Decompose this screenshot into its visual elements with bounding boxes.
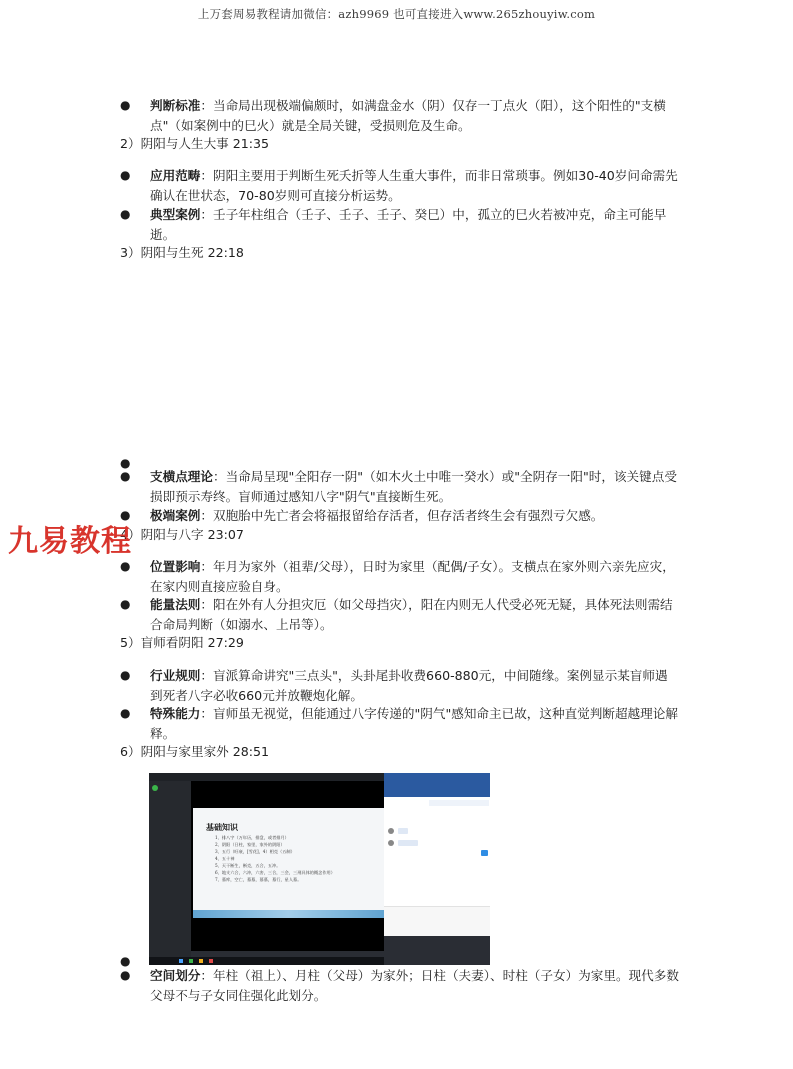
bullet-special-ability [120,704,680,743]
chat-bubble [398,840,418,846]
bullet-dot: ● [120,469,131,483]
bullet-text: ：当命局出现极端偏颇时，如满盘金水（阴）仅存一丁点火（阳），这个阳性的"支横点"（如案例中的巳火）就是全局关键，受损则危及生命。 [150,98,666,133]
avatar [152,785,158,791]
slide-item: 4、五十神 [215,856,235,861]
bullet-text: ：年月为家外（祖辈/父母），日时为家里（配偶/子女）。支横点在家外则六亲先应灾，在家内则直接应验自身。 [150,559,675,594]
bullet-text: ：年柱（祖上）、月柱（父母）为家外；日柱（夫妻）、时柱（子女）为家里。现代多数父母不与子女同住强化此划分。 [150,968,679,1003]
presentation-slide [193,808,384,918]
bullet-label: 典型案例 [150,207,201,222]
bullet-typical-case [120,205,680,244]
bullet-dot: ● [120,559,131,573]
bullet-dot: ● [120,98,131,112]
slide-item: 7、墓库，空亡，墓墓，墓墓，墓行，星人墓。 [215,877,302,882]
chat-avatar [388,840,394,846]
section-heading-4: 4）阴阳与八字 23:07 [120,527,244,542]
bullet-text: ：盲派算命讲究"三点头"，头卦尾卦收费660-880元，中间随缘。案例显示某盲师遇到死者八字必收660元并放鞭炮化解。 [150,668,668,703]
bullet-extreme-case [120,506,680,526]
bullet-industry-rules [120,666,680,705]
bullet-dot: ● [120,706,131,720]
chat-tab [429,800,489,806]
bullet-energy-law [120,595,680,634]
bullet-dot: ● [120,207,131,221]
app-icon[interactable] [189,959,193,963]
slide-item: 6、地支六合，六冲，六害，三合，三会，三刑具体的概念作用） [215,870,335,875]
bullet-label: 能量法则 [150,597,201,612]
watermark-logo: 九易教程 [8,524,132,559]
chat-header [384,773,490,797]
chat-footer [384,936,490,965]
embedded-screenshot [149,773,490,965]
section-heading-6: 6）阴阳与家里家外 28:51 [120,744,270,759]
chat-input[interactable] [384,906,490,937]
bullet-application-scope [120,166,680,205]
slide-decoration [193,910,384,918]
slide-item: 3、五行（旺衰，[雪花]，4）相克（五制） [215,849,295,854]
taskbar [149,957,384,965]
app-icon[interactable] [209,959,213,963]
slide-list [215,834,375,883]
bullet-label: 行业规则 [150,668,201,683]
send-button[interactable] [481,850,488,856]
bullet-text: ：当命局呈现"全阳存一阴"（如木火土中唯一癸水）或"全阴存一阳"时，该关键点受损即预示寿终。盲师通过感知八字"阴气"直接断生死。 [150,469,677,504]
bullet-space-division [120,966,680,1005]
chat-bubble [398,828,408,834]
bullet-text: ：阳在外有人分担灾厄（如父母挡灾），阳在内则无人代受必死无疑，具体死法则需结合命局判断（如溺水、上吊等）。 [150,597,673,632]
slide-item: 5、天干断生，断克，五合，五冲。 [215,863,281,868]
empty-bullet: ● [120,954,131,968]
slide-item: 1、排八字（万年历，排盘，或者排月） [215,835,289,840]
slide-title: 基础知识 [206,822,238,832]
bullet-dot: ● [120,668,131,682]
bullet-text: ：壬子年柱组合（壬子、壬子、壬子、癸巳）中，孤立的巳火若被冲克，命主可能早逝。 [150,207,667,242]
app-icon[interactable] [199,959,203,963]
chat-avatar [388,828,394,834]
bullet-label: 特殊能力 [150,706,201,721]
bullet-label: 支横点理论 [150,469,213,484]
bullet-label: 位置影响 [150,559,201,574]
bullet-dot: ● [120,597,131,611]
section-heading-2: 2）阴阳与人生大事 21:35 [120,136,270,151]
section-heading-3: 3）阴阳与生死 22:18 [120,245,244,260]
bullet-dot: ● [120,168,131,182]
participant-panel [149,781,191,957]
bullet-text: ：盲师虽无视觉，但能通过八字传递的"阴气"感知命主已故，这种直觉判断超越理论解释。 [150,706,678,741]
bullet-dot: ● [120,968,131,982]
bullet-dot: ● [120,508,131,522]
bullet-text: ：阴阳主要用于判断生死夭折等人生重大事件，而非日常琐事。例如30-40岁问命需先确认在世状态，70-80岁则可直接分析运势。 [150,168,678,203]
page-header: 上万套周易教程请加微信：azh9969 也可直接进入www.265zhouyiw.com [197,7,596,21]
section-heading-5: 5）盲师看阴阳 27:29 [120,635,244,650]
chat-panel [384,773,490,965]
slide-item: 2、阴阳（日柱，家里，家外的阴阳） [215,842,285,847]
bullet-label: 应用范畴 [150,168,201,183]
bullet-label: 空间划分 [150,968,201,983]
empty-bullet: ● [120,456,131,470]
bullet-text: ：双胞胎中先亡者会将福报留给存活者，但存活者终生会有强烈亏欠感。 [200,508,604,523]
app-icon[interactable] [179,959,183,963]
bullet-position-effect [120,557,680,596]
bullet-label: 判断标准 [150,98,201,113]
bullet-pivot-theory [120,467,680,506]
bullet-judgement-standard [120,96,680,135]
bullet-label: 极端案例 [150,508,201,523]
